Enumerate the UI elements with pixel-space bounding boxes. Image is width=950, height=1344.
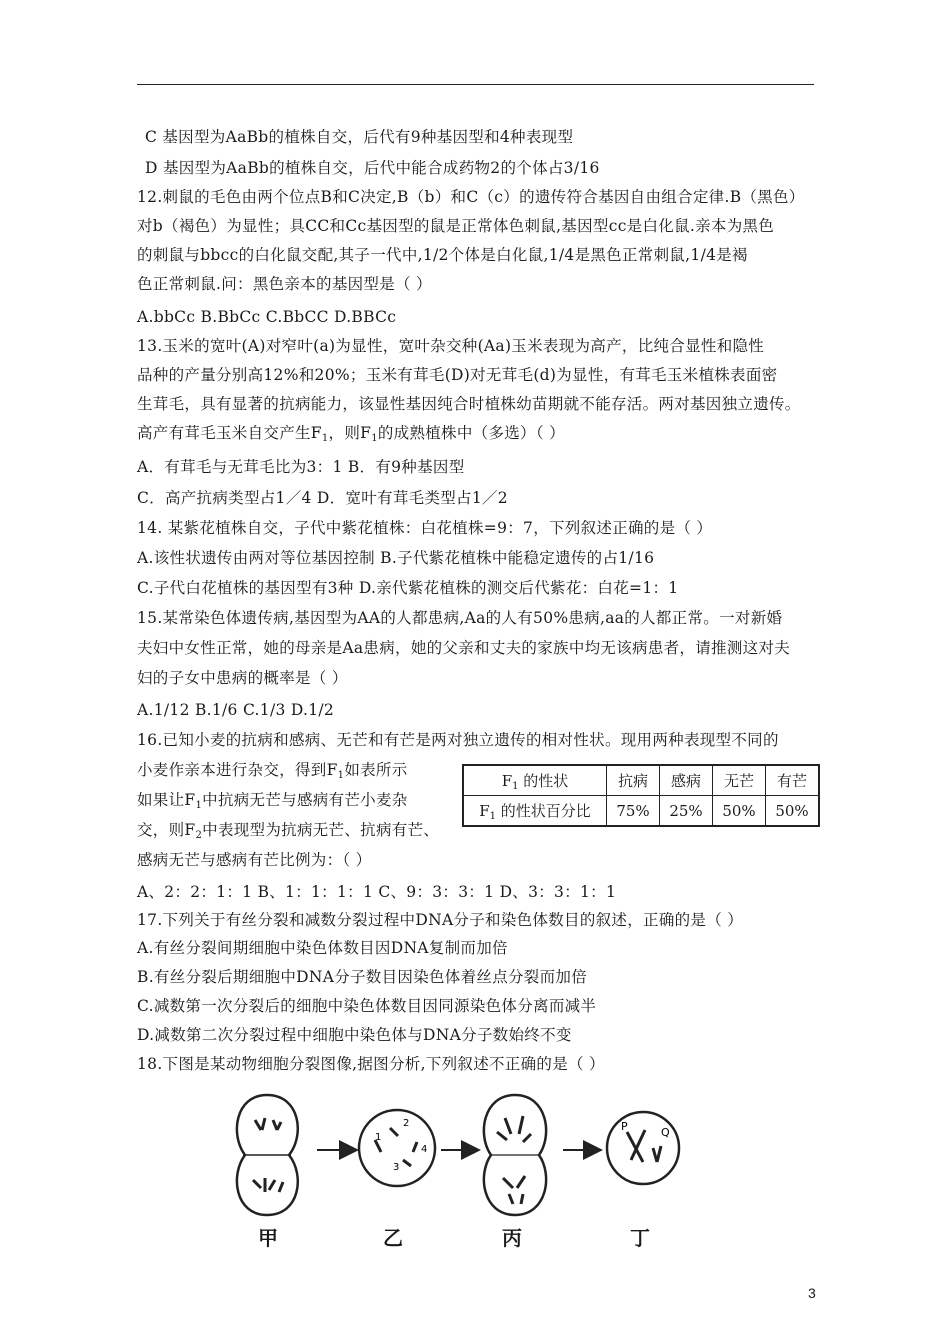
q12-text-2: 对b（褐色）为显性；具CC和Cc基因型的鼠是正常体色刺鼠,基因型cc是白化鼠.亲本为黑色 bbox=[137, 217, 775, 235]
q17-option-c: C.减数第一次分裂后的细胞中染色体数目因同源染色体分离而减半 bbox=[137, 997, 597, 1015]
q13-text-4: 高产有茸毛玉米自交产生$F_1$，则$F_1$的成熟植株中（多选）（ ） bbox=[137, 424, 565, 444]
table-row bbox=[463, 765, 819, 796]
cell-jia bbox=[237, 1095, 298, 1215]
q16-text-3: 如果让$F_1$中抗病无芒与感病有芒小麦杂 bbox=[137, 791, 408, 811]
chromosome-number-4: 4 bbox=[421, 1144, 428, 1155]
q13-text-3: 生茸毛，具有显著的抗病能力，该显性基因纯合时植株幼苗期就不能存活。两对基因独立遗传。 bbox=[137, 395, 801, 413]
table-cell: 无芒 bbox=[713, 765, 766, 796]
q13-options-cd: C．高产抗病类型占1／4 D．宽叶有茸毛类型占1／2 bbox=[137, 489, 508, 507]
cell-ding bbox=[607, 1112, 679, 1184]
f1-trait-table bbox=[462, 764, 820, 827]
figure-label-ding: 丁 bbox=[630, 1226, 650, 1250]
q12-text-3: 的刺鼠与bbcc的白化鼠交配,其子一代中,1/2个体是白化鼠,1/4是黑色正常刺鼠,1/4是褐 bbox=[137, 246, 748, 264]
q16-text-2: 小麦作亲本进行杂交，得到$F_1$如表所示 bbox=[137, 761, 408, 781]
table-cell: 有芒 bbox=[766, 765, 820, 796]
q13-text-1: 13.玉米的宽叶(A)对窄叶(a)为显性，宽叶杂交种(Aa)玉米表现为高产，比纯合显性和隐性 bbox=[137, 337, 765, 355]
q17-option-b: B.有丝分裂后期细胞中DNA分子数目因染色体着丝点分裂而加倍 bbox=[137, 968, 588, 986]
option-11d: D 基因型为AaBb的植株自交，后代中能合成药物2的个体占3/16 bbox=[145, 159, 600, 177]
option-11c: C 基因型为AaBb的植株自交，后代有9种基因型和4种表现型 bbox=[145, 128, 574, 146]
letter-q: Q bbox=[661, 1126, 670, 1139]
q15-text-3: 妇的子女中患病的概率是（ ） bbox=[137, 669, 348, 687]
q12-options: A.bbCc B.BbCc C.BbCC D.BBCc bbox=[137, 308, 397, 326]
q17-option-d: D.减数第二次分裂过程中细胞中染色体与DNA分子数始终不变 bbox=[137, 1026, 572, 1044]
q12-text-4: 色正常刺鼠.问：黑色亲本的基因型是（ ） bbox=[137, 275, 432, 293]
q14-text: 14. 某紫花植株自交，子代中紫花植株：白花植株=9：7，下列叙述正确的是（ ） bbox=[137, 519, 713, 537]
table-cell: 50% bbox=[766, 796, 820, 827]
q14-options-cd: C.子代白花植株的基因型有3种 D.亲代紫花植株的测交后代紫花：白花=1：1 bbox=[137, 579, 679, 597]
table-cell: $F_1$ 的性状百分比 bbox=[463, 796, 607, 827]
q16-options: A、2：2：1：1 B、1：1：1：1 C、9：3：3：1 D、3：3：1：1 bbox=[137, 883, 617, 901]
table-cell: 50% bbox=[713, 796, 766, 827]
q15-text-2: 夫妇中女性正常，她的母亲是Aa患病，她的父亲和丈夫的家族中均无该病患者，请推测这对夫 bbox=[137, 639, 791, 657]
cell-bing bbox=[484, 1095, 546, 1215]
q18-text: 18.下图是某动物细胞分裂图像,据图分析,下列叙述不正确的是（ ） bbox=[137, 1055, 605, 1073]
q14-options-ab: A.该性状遗传由两对等位基因控制 B.子代紫花植株中能稳定遗传的占1/16 bbox=[137, 549, 655, 567]
chromosome-number-2: 2 bbox=[403, 1118, 410, 1129]
page-number: 3 bbox=[808, 1285, 816, 1301]
figure-label-yi: 乙 bbox=[383, 1226, 403, 1250]
table-cell: 75% bbox=[607, 796, 660, 827]
q15-text-1: 15.某常染色体遗传病,基因型为AA的人都患病,Aa的人有50%患病,aa的人都正常。一对新婚 bbox=[137, 609, 783, 627]
chromosome-number-3: 3 bbox=[393, 1162, 400, 1173]
figure-label-bing: 丙 bbox=[502, 1226, 522, 1250]
figure-label-jia: 甲 bbox=[258, 1226, 278, 1250]
table-cell: 抗病 bbox=[607, 765, 660, 796]
q12-text-1: 12.刺鼠的毛色由两个位点B和C决定,B（b）和C（c）的遗传符合基因自由组合定律.B（黑色） bbox=[137, 188, 805, 206]
q16-text-4: 交，则$F_2$中表现型为抗病无芒、抗病有芒、 bbox=[137, 821, 440, 841]
q17-text: 17.下列关于有丝分裂和减数分裂过程中DNA分子和染色体数目的叙述，正确的是（ ） bbox=[137, 911, 744, 929]
q16-text-1: 16.已知小麦的抗病和感病、无芒和有芒是两对独立遗传的相对性状。现用两种表现型不同的 bbox=[137, 731, 779, 749]
table-row bbox=[463, 796, 819, 827]
header-rule bbox=[137, 84, 814, 85]
q16-text-5: 感病无芒与感病有芒比例为：（ ） bbox=[137, 851, 372, 869]
table-cell: 感病 bbox=[660, 765, 713, 796]
letter-p: P bbox=[621, 1120, 628, 1133]
q15-options: A.1/12 B.1/6 C.1/3 D.1/2 bbox=[137, 701, 335, 719]
q13-text-2: 品种的产量分别高12%和20%；玉米有茸毛(D)对无茸毛(d)为显性，有茸毛玉米植株表面密 bbox=[137, 366, 778, 384]
chromosome-number-1: 1 bbox=[375, 1132, 382, 1143]
table-cell: $F_1$ 的性状 bbox=[463, 765, 607, 796]
q17-option-a: A.有丝分裂间期细胞中染色体数目因DNA复制而加倍 bbox=[137, 939, 508, 957]
table-cell: 25% bbox=[660, 796, 713, 827]
q13-options-ab: A．有茸毛与无茸毛比为3：1 B．有9种基因型 bbox=[137, 458, 465, 476]
